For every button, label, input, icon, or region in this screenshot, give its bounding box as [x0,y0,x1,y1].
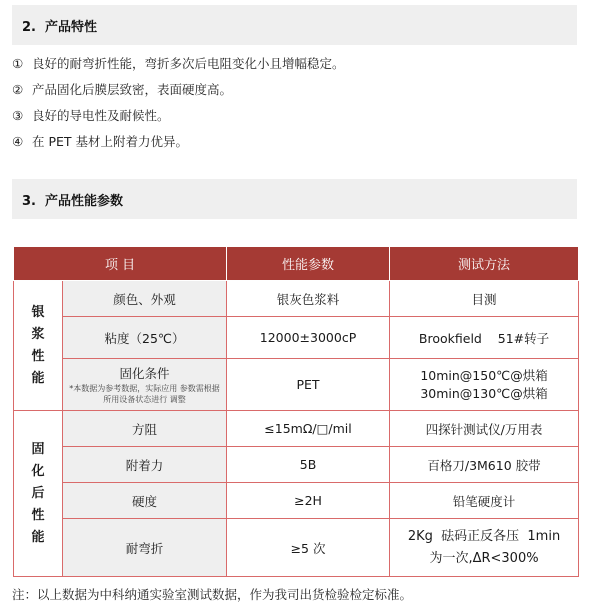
table-row [14,483,579,519]
row-method-line-2: 为一次,ΔR<300% [429,550,539,566]
row-method [390,317,579,359]
footnote: 注：以上数据为中科纳通实验室测试数据，作为我司出货检验检定标准。 [12,587,413,602]
feature-text: 产品固化后膜层致密，表面硬度高。 [32,82,233,97]
feature-text: 在 PET 基材上附着力优异。 [32,134,189,149]
row-method: 四探针测试仪/万用表 [390,411,579,447]
feature-number: ① [12,56,24,71]
row-method: 百格刀/3M610 胶带 [390,447,579,483]
row-param: PET [227,359,390,411]
feature-item [12,51,592,77]
table-row [14,281,579,317]
section-3-header [12,179,577,219]
row-item: 粘度（25℃） [63,317,227,359]
row-item: 耐弯折 [63,519,227,577]
table-row [14,359,579,411]
row-method-text: Brookfield 51#转子 [418,330,550,346]
header-item: 项 目 [14,247,227,281]
feature-item [12,129,592,155]
row-param: ≤15mΩ/□/mil [227,411,390,447]
row-method: 目测 [390,281,579,317]
feature-item [12,77,592,103]
row-param: ≥5 次 [227,519,390,577]
row-param: 银灰色浆料 [227,281,390,317]
feature-number: ④ [12,134,24,149]
table-row [14,411,579,447]
feature-item [12,103,592,129]
group-label-cured: 固化后性能 [14,411,63,577]
feature-text: 良好的耐弯折性能，弯折多次后电阻变化小且增幅稳定。 [32,56,345,71]
feature-list [12,51,592,155]
row-method-line-1: 10min@150℃@烘箱 [420,367,548,383]
table-row [14,519,579,577]
row-param: 5B [227,447,390,483]
row-method [390,359,579,411]
row-param: 12000±3000cP [227,317,390,359]
feature-number: ③ [12,108,24,123]
section-3-title: 3. 产品性能参数 [22,193,124,209]
row-item: 硬度 [63,483,227,519]
row-item: 附着力 [63,447,227,483]
group-label-silver-paste: 银浆性能 [14,281,63,411]
header-param: 性能参数 [227,247,390,281]
table-header-row [14,247,579,281]
row-method-line-2: 30min@130℃@烘箱 [420,385,548,401]
row-item-note: *本数据为参考数据，实际应用 参数需根据所用设备状态进行 调整 [69,384,220,404]
performance-table [13,246,579,577]
section-2-header [12,5,577,45]
header-method: 测试方法 [390,247,579,281]
row-item [63,359,227,411]
row-param: ≥2H [227,483,390,519]
row-item-text: 固化条件 [119,366,170,381]
table-row [14,447,579,483]
feature-number: ② [12,82,24,97]
row-method-line-1: 2Kg 砝码正反各压 1min [407,528,561,544]
row-method [390,519,579,577]
row-method: 铅笔硬度计 [390,483,579,519]
table-row [14,317,579,359]
feature-text: 良好的导电性及耐候性。 [32,108,170,123]
row-item: 方阻 [63,411,227,447]
section-2-title: 2. 产品特性 [22,19,98,35]
row-item: 颜色、外观 [63,281,227,317]
